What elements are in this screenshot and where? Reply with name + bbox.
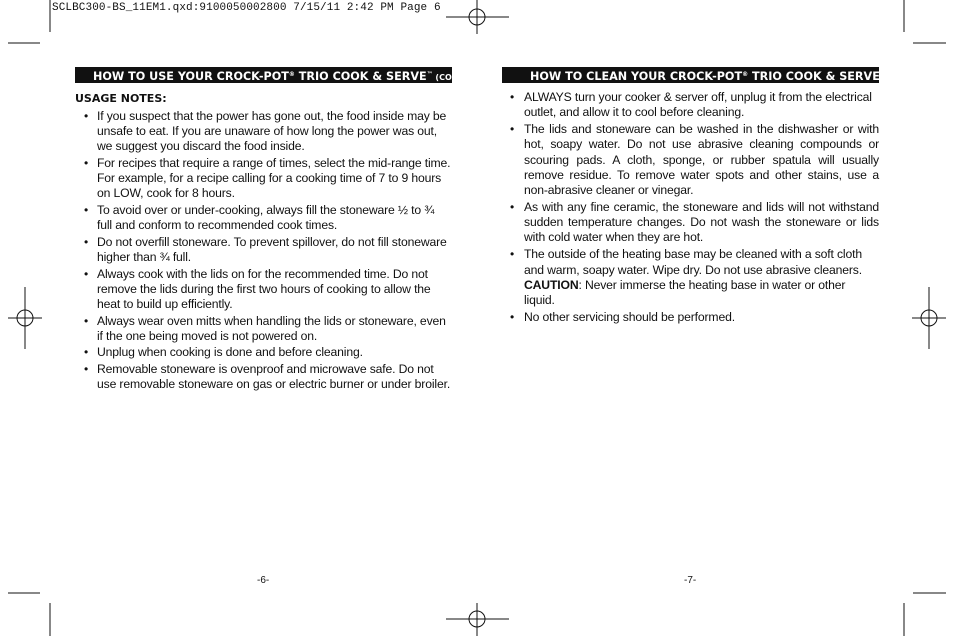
caution-text: : Never immerse the heating base in water or other liquid. bbox=[524, 277, 846, 308]
right-title-trademark: ™ bbox=[879, 71, 886, 78]
right-page-column bbox=[502, 67, 886, 327]
usage-note-item: • Do not overfill stoneware. To prevent spillover, do not fill stoneware higher than ¾ full. bbox=[75, 235, 452, 265]
usage-notes-list bbox=[75, 109, 452, 392]
left-title-continued: (CONT.) bbox=[432, 73, 470, 82]
left-page-column bbox=[75, 67, 470, 394]
usage-note-item: • Always cook with the lids on for the recommended time. Do not remove the lids during the first two hours of cooking to allow the heat to build up efficiently. bbox=[75, 267, 452, 313]
right-title-main: HOW TO CLEAN YOUR CROCK-POT bbox=[530, 70, 743, 83]
usage-notes-heading: USAGE NOTES: bbox=[75, 92, 167, 105]
left-title-main: HOW TO USE YOUR CROCK-POT bbox=[93, 70, 289, 83]
right-title-product: TRIO COOK & SERVE bbox=[748, 70, 880, 83]
cleaning-item: • The lids and stoneware can be washed in the dishwasher or with hot, soapy water. Do not use abrasive cleaning compounds or scouring pads. A cloth, sponge, or rubber spatula will usually remove residue. To remove water spots and other stains, use a non-abrasive cleaner or vinegar. bbox=[502, 122, 879, 198]
caution-label: CAUTION bbox=[524, 277, 579, 292]
usage-note-item: • If you suspect that the power has gone out, the food inside may be unsafe to eat. If you are unaware of how long the power was out, we suggest you discard the food inside. bbox=[75, 109, 452, 155]
right-page-number: -7- bbox=[684, 575, 697, 586]
usage-note-item: • For recipes that require a range of times, select the mid-range time. For example, for a recipe calling for a cooking time of 7 to 9 hours on LOW, cook for 8 hours. bbox=[75, 156, 452, 202]
right-section-title-bar bbox=[502, 67, 886, 83]
cleaning-item: • As with any fine ceramic, the stoneware and lids will not withstand sudden temperature changes. Do not wash the stoneware or lids with cold water when they are hot. bbox=[502, 200, 879, 246]
usage-note-item: • Always wear oven mitts when handling the lids or stoneware, even if the one being moved is not powered on. bbox=[75, 314, 452, 344]
file-slug-line: SCLBC300-BS_11EM1.qxd:9100050002800 7/15/11 2:42 PM Page 6 bbox=[52, 2, 441, 14]
cleaning-item: • No other servicing should be performed. bbox=[502, 310, 879, 325]
left-title-product: TRIO COOK & SERVE bbox=[294, 70, 427, 83]
usage-note-item: • Removable stoneware is ovenproof and microwave safe. Do not use removable stoneware on gas or electric burner or under broiler. bbox=[75, 362, 452, 392]
cleaning-item-with-caution bbox=[502, 247, 879, 308]
right-title-registered-mark: ® bbox=[742, 71, 749, 78]
left-title-registered-mark: ® bbox=[288, 71, 295, 78]
cleaning-instructions-list bbox=[502, 90, 879, 325]
cleaning-item-text: The outside of the heating base may be cleaned with a soft cloth and warm, soapy water. Wipe dry. Do not use abrasive cleaners. bbox=[524, 247, 862, 277]
left-section-title-bar bbox=[75, 67, 470, 83]
left-title-trademark: ™ bbox=[426, 71, 433, 78]
cleaning-item: • ALWAYS turn your cooker & server off, unplug it from the electrical outlet, and allow it to cool before cleaning. bbox=[502, 90, 879, 120]
usage-note-item: • To avoid over or under-cooking, always fill the stoneware ½ to ¾ full and conform to recommended cook times. bbox=[75, 203, 452, 233]
usage-note-item: • Unplug when cooking is done and before cleaning. bbox=[75, 345, 452, 360]
left-page-number: -6- bbox=[257, 575, 270, 586]
